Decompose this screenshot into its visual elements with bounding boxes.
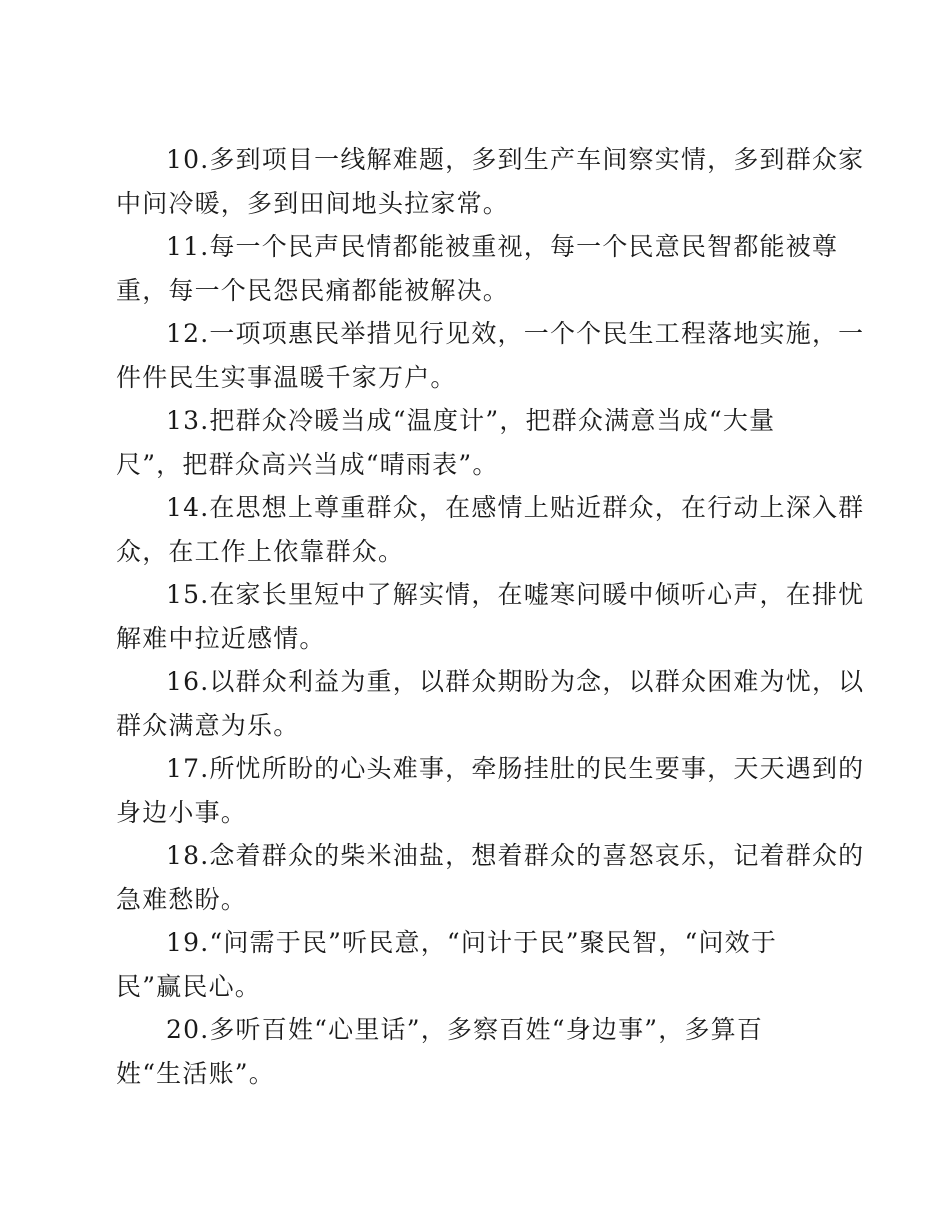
paragraph-15 (116, 573, 865, 660)
paragraph-line: 19.“问需于民”听民意，“问计于民”聚民智，“问效于 (166, 928, 778, 957)
paragraph-line: 众，在工作上依靠群众。 (116, 536, 405, 566)
paragraph-line: 民”赢民心。 (116, 971, 261, 1001)
paragraph-line: 11.每一个民声民情都能被重视，每一个民意民智都能被尊 (166, 232, 839, 261)
paragraph-12 (116, 312, 865, 399)
paragraph-18 (116, 834, 865, 921)
paragraph-line: 12.一项项惠民举措见行见效，一个个民生工程落地实施，一 (166, 319, 865, 348)
paragraph-line: 20.多听百姓“心里话”，多察百姓“身边事”，多算百 (166, 1015, 764, 1044)
paragraph-line: 17.所忧所盼的心头难事，牵肠挂肚的民生要事，天天遇到的 (166, 754, 865, 783)
document-body (116, 138, 865, 1095)
paragraph-20 (116, 1008, 826, 1095)
paragraph-line: 姓“生活账”。 (116, 1058, 275, 1088)
paragraph-13 (116, 399, 826, 486)
paragraph-line: 10.多到项目一线解难题，多到生产车间察实情，多到群众家 (166, 145, 865, 174)
paragraph-11 (116, 225, 839, 312)
paragraph-line: 尺”，把群众高兴当成“晴雨表”。 (116, 449, 499, 479)
paragraph-10 (116, 138, 865, 225)
paragraph-line: 中问冷暖，多到田间地头拉家常。 (116, 188, 510, 218)
paragraph-19 (116, 921, 826, 1008)
paragraph-line: 重，每一个民怨民痛都能被解决。 (116, 275, 510, 305)
paragraph-line: 身边小事。 (116, 797, 248, 827)
paragraph-14 (116, 486, 865, 573)
paragraph-line: 件件民生实事温暖千家万户。 (116, 362, 457, 392)
paragraph-17 (116, 747, 865, 834)
paragraph-16 (116, 660, 865, 747)
paragraph-line: 13.把群众冷暖当成“温度计”，把群众满意当成“大量 (166, 406, 776, 435)
paragraph-line: 急难愁盼。 (116, 884, 248, 914)
paragraph-line: 解难中拉近感情。 (116, 623, 326, 653)
paragraph-line: 群众满意为乐。 (116, 710, 300, 740)
paragraph-line: 15.在家长里短中了解实情，在嘘寒问暖中倾听心声，在排忧 (166, 580, 865, 609)
paragraph-line: 14.在思想上尊重群众，在感情上贴近群众，在行动上深入群 (166, 493, 865, 522)
paragraph-line: 16.以群众利益为重，以群众期盼为念，以群众困难为忧，以 (166, 667, 865, 696)
paragraph-line: 18.念着群众的柴米油盐，想着群众的喜怒哀乐，记着群众的 (166, 841, 865, 870)
